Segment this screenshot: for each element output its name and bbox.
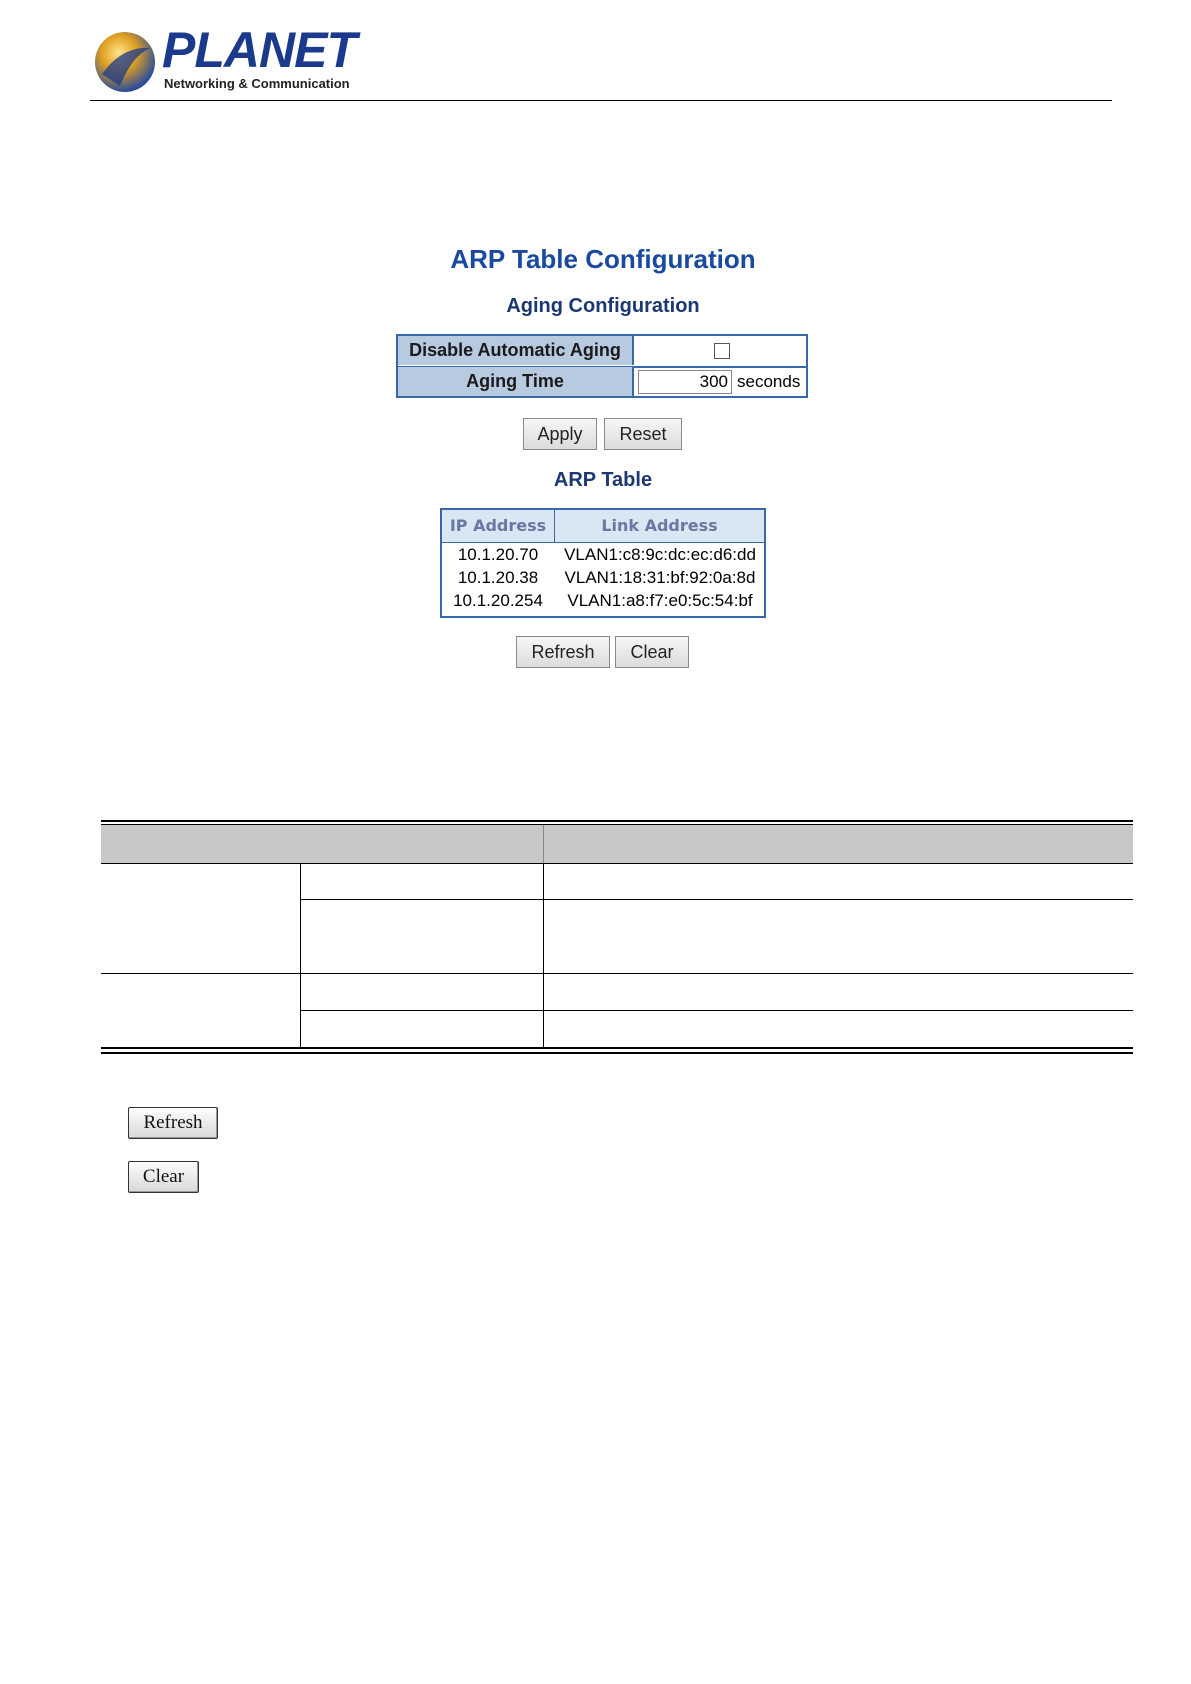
legend-clear-button[interactable]: Clear bbox=[128, 1161, 199, 1193]
desc-table-header bbox=[101, 825, 1133, 863]
desc-col-divider bbox=[300, 863, 301, 1048]
arp-table-header bbox=[442, 510, 764, 543]
link-cell: VLAN1:c8:9c:dc:ec:d6:dd bbox=[564, 545, 756, 564]
aging-config-table bbox=[396, 334, 808, 398]
desc-row-divider bbox=[300, 899, 1133, 900]
disable-aging-label: Disable Automatic Aging bbox=[398, 336, 634, 365]
desc-table-top-rule bbox=[101, 820, 1133, 822]
table-row bbox=[442, 566, 764, 589]
disable-aging-row bbox=[398, 336, 806, 368]
refresh-button[interactable]: Refresh bbox=[516, 636, 610, 668]
column-header-ip: IP Address bbox=[442, 510, 555, 542]
aging-config-title: Aging Configuration bbox=[506, 295, 700, 317]
ip-cell: 10.1.20.70 bbox=[457, 545, 539, 564]
desc-header-divider bbox=[543, 825, 544, 863]
table-row bbox=[442, 589, 764, 612]
disable-aging-checkbox[interactable] bbox=[714, 343, 730, 359]
ip-cell: 10.1.20.254 bbox=[453, 591, 543, 610]
desc-row-divider bbox=[101, 973, 1133, 974]
reset-button[interactable]: Reset bbox=[604, 418, 682, 450]
header-divider bbox=[90, 100, 1112, 101]
desc-table-bottom-rule bbox=[101, 1047, 1133, 1049]
aging-time-unit: seconds bbox=[737, 372, 801, 391]
link-cell: VLAN1:a8:f7:e0:5c:54:bf bbox=[567, 591, 753, 610]
link-cell: VLAN1:18:31:bf:92:0a:8d bbox=[564, 568, 756, 587]
arp-table-title: ARP Table bbox=[553, 469, 653, 491]
desc-table-bottom-rule-inner bbox=[101, 1052, 1133, 1054]
aging-time-row bbox=[398, 367, 806, 397]
ip-cell: 10.1.20.38 bbox=[457, 568, 539, 587]
apply-button[interactable]: Apply bbox=[523, 418, 597, 450]
brand-tagline: Networking & Communication bbox=[164, 76, 350, 91]
desc-row-divider bbox=[101, 863, 1133, 864]
page-title: ARP Table Configuration bbox=[450, 244, 756, 274]
arp-table bbox=[440, 508, 766, 618]
column-header-link: Link Address bbox=[601, 516, 718, 535]
desc-col-divider bbox=[543, 863, 544, 1048]
aging-time-label: Aging Time bbox=[398, 367, 634, 396]
table-row bbox=[442, 543, 764, 566]
desc-row-divider bbox=[300, 1010, 1133, 1011]
clear-button[interactable]: Clear bbox=[615, 636, 689, 668]
brand-name: PLANET bbox=[162, 22, 356, 78]
legend-refresh-button[interactable]: Refresh bbox=[128, 1107, 218, 1139]
aging-time-input[interactable]: 300 bbox=[638, 370, 732, 394]
